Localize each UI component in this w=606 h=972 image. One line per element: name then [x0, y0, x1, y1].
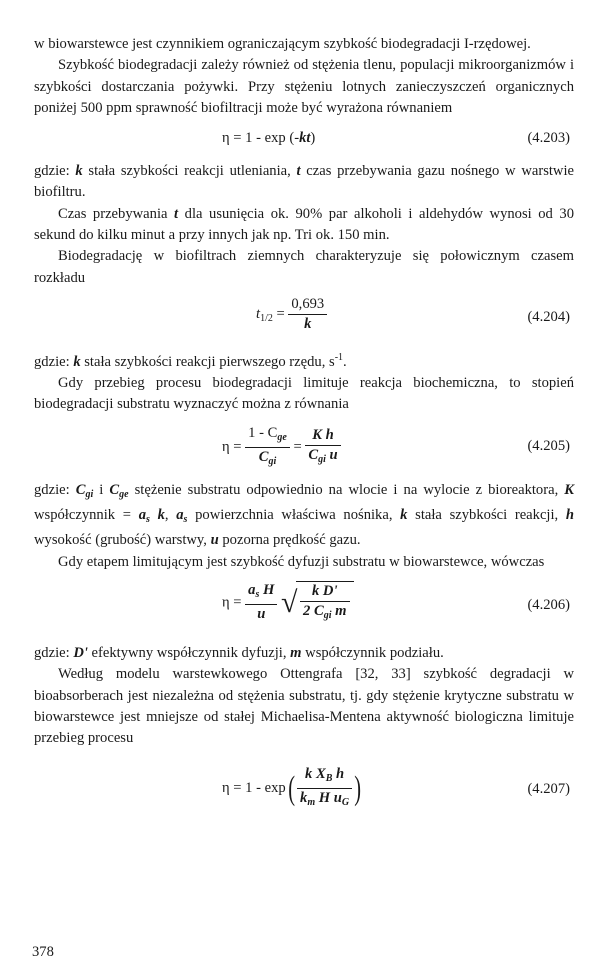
eq207-num: [297, 765, 352, 789]
eq206-rad-den-tail: m: [331, 602, 347, 619]
eq205-den2: [305, 446, 340, 469]
p3-symbol-t: t: [296, 163, 301, 180]
p8-symbol-k: k: [400, 507, 408, 524]
p8-cge-sub: ge: [119, 488, 129, 500]
p8-symbol-u: u: [210, 532, 219, 549]
page-content: [34, 34, 574, 827]
equation-4-203: [34, 125, 574, 153]
p8-as1: a: [138, 507, 146, 524]
eq206-rad-den: [300, 602, 349, 625]
paragraph-2: Szybkość biodegradacji zależy również od stężenia tlenu, populacji mikroorganizmów i szybkości dostarczania pożywki. Przy stężeniu lotnych zanieczyszczeń organicznych poniżej 500 ppm sprawność biofiltracji może być wyrażona równaniem: [34, 57, 574, 116]
eq205-lhs: η: [222, 438, 230, 455]
p10-symbol-m: m: [290, 644, 302, 661]
eq206-num-a: a: [248, 582, 256, 599]
p10-text-b: efektywny współczynnik dyfuzji,: [87, 644, 291, 661]
eq206-fraction: [245, 581, 277, 624]
eq204-denominator: k: [304, 315, 312, 332]
p8-text-e: ,: [164, 507, 177, 524]
eq205-eq: =: [229, 438, 246, 455]
p8-text-a: gdzie:: [34, 481, 76, 498]
eq205-num1: [245, 424, 290, 448]
p8-symbol-K: K: [564, 481, 574, 498]
eq207-den-sub2: G: [341, 797, 350, 809]
eq205-num2: K h: [305, 426, 340, 446]
eq205-den1: [245, 448, 290, 471]
p6-symbol-k: k: [73, 353, 81, 370]
p3-text-c: czas przebywania gazu nośnego w warstwie biofiltru.: [34, 163, 575, 201]
p8-cgi-c: C: [75, 481, 86, 498]
eq206-num-sub: s: [255, 589, 260, 601]
p6-text-c: .: [343, 353, 347, 370]
eq205-den1-sub: gi: [268, 455, 277, 467]
eq206-lhs: η: [222, 594, 230, 611]
paragraph-11: Według modelu warstewkowego Ottengrafa [32, 33] szybkość degradacji w bioabsorberach jest niezależna od stężenia substratu, tj. gdy stężenie krytyczne substratu w biowarstewce jest mniejsze od stałej Michaelisa-Mentena aktywność biologiczna limituje przebieg procesu: [34, 666, 574, 747]
eq205-num1-sub: ge: [277, 431, 287, 443]
p3-text-b: stała szybkości reakcji utleniania,: [82, 163, 297, 180]
p8-text-f: powierzchnia właściwa nośnika,: [187, 507, 401, 524]
equation-4-205: [34, 424, 574, 472]
paragraph-8: [34, 480, 574, 552]
p8-as-k: k: [157, 507, 165, 524]
p8-text-g: stała szybkości reakcji,: [407, 507, 566, 524]
eq207-lhs: η: [222, 780, 230, 797]
eq206-eq: =: [229, 594, 246, 611]
eq206-den: u: [257, 606, 266, 623]
p8-symbol-as-k: [138, 507, 165, 526]
eq206-rad-num: k D': [300, 582, 349, 602]
p8-cge-c: C: [109, 481, 120, 498]
eq207-den-mid: H u: [315, 790, 342, 807]
eq203-kt: kt: [299, 130, 311, 147]
eq203-close: ): [310, 130, 316, 147]
eq206-num-tail: H: [259, 582, 275, 599]
eq205-num1-text: 1 - C: [248, 424, 278, 441]
p8-symbol-cge: [109, 482, 128, 498]
eq206-radical: [281, 581, 353, 625]
eq206-number: (4.206): [527, 596, 570, 613]
paragraph-1: w biowarstewce jest czynnikiem ograniczającym szybkość biodegradacji I-rzędowej.: [34, 36, 531, 52]
eq207-den: [297, 789, 352, 812]
eq206-radicand: [296, 581, 353, 625]
p6-text-a: gdzie:: [34, 353, 74, 370]
p3-text-a: gdzie:: [34, 163, 76, 180]
eq204-lhs-sub: 1/2: [260, 312, 273, 324]
equation-4-207: [34, 763, 574, 819]
paragraph-10: [34, 643, 574, 664]
p8-text-b: i: [93, 481, 110, 498]
p8-text-j: pozorna prędkość gazu.: [218, 532, 361, 549]
eq205-fraction-2: [305, 426, 340, 469]
page-number: 378: [32, 944, 54, 960]
eq207-den-a: k: [300, 790, 308, 807]
paragraph-7: Gdy przebieg procesu biodegradacji limituje reakcja biochemiczna, to stopień biodegradacji substratu wyznaczyć można z równania: [34, 375, 574, 413]
eq204-numerator: 0,693: [288, 295, 327, 315]
eq205-den2-text: C: [308, 446, 319, 463]
eq206-rad-den-sub: gi: [323, 609, 332, 621]
p8-symbol-as: [176, 507, 188, 526]
eq204-lhs: t: [256, 305, 261, 322]
eq205-den1-text: C: [258, 448, 269, 465]
p8-text-c: stężenie substratu odpowiednio na wlocie i na wylocie z bioreaktora,: [128, 481, 565, 498]
p3-symbol-k: k: [75, 163, 83, 180]
eq207-den-sub: m: [307, 797, 316, 809]
p6-text-b: stała szybkości reakcji pierwszego rzędu, s: [80, 353, 335, 370]
eq207-num-tail: h: [332, 766, 345, 783]
eq205-number: (4.205): [527, 437, 570, 454]
p8-symbol-cgi: [76, 482, 94, 498]
p8-symbol-h: h: [565, 507, 575, 524]
left-paren-icon: (: [287, 769, 295, 807]
eq207-rhs: = 1 - exp: [229, 780, 286, 797]
p4-text-b: dla usunięcia ok. 90% par alkoholi i aldehydów wynosi od 30 sekund do kilku minut a przy innych jak np. Tri ok. 150 min.: [34, 205, 575, 244]
p10-text-a: gdzie:: [34, 644, 74, 661]
eq203-rhs: = 1 - exp (-: [229, 130, 300, 147]
eq207-fraction: [297, 765, 352, 812]
eq207-num-a: k X: [305, 766, 326, 783]
right-paren-icon: ): [354, 769, 362, 807]
p8-as2-sub: s: [183, 514, 188, 526]
eq204-number: (4.204): [527, 308, 570, 325]
p10-text-c: współczynnik podziału.: [301, 644, 444, 661]
p10-symbol-D: D': [73, 644, 88, 661]
p8-text-i: wysokość (grubość) warstwy,: [34, 532, 211, 549]
equation-4-204: [34, 295, 574, 339]
paragraph-9: Gdy etapem limitującym jest szybkość dyfuzji substratu w biowarstewce, wówczas: [58, 553, 545, 570]
p4-symbol-t: t: [174, 205, 179, 222]
eq206-num: [245, 581, 277, 605]
equation-4-206: [34, 579, 574, 635]
p4-text-a: Czas przebywania: [58, 205, 175, 222]
eq203-number: (4.203): [527, 130, 570, 147]
sqrt-icon: √: [281, 585, 298, 619]
eq206-rad-den-text: 2 C: [303, 602, 324, 619]
p8-as2: a: [176, 507, 184, 524]
eq204-eq: =: [272, 305, 289, 322]
eq203-lhs: η: [222, 130, 230, 147]
paragraph-4: [34, 204, 574, 247]
p6-superscript: -1: [334, 351, 344, 363]
eq206-rad-fraction: [300, 582, 349, 625]
p8-cgi-sub: gi: [85, 488, 94, 500]
p8-text-d: współczynnik =: [34, 507, 139, 524]
eq204-fraction: [288, 295, 327, 334]
paragraph-6: [34, 347, 574, 373]
p8-as1-sub: s: [145, 514, 150, 526]
eq207-number: (4.207): [527, 781, 570, 798]
eq205-den2-sub: gi: [318, 453, 326, 465]
eq205-fraction-1: [245, 424, 290, 471]
eq205-den2-tail: u: [325, 446, 338, 463]
eq207-num-sub: B: [325, 773, 333, 785]
paragraph-5: Biodegradację w biofiltrach ziemnych charakteryzuje się połowicznym czasem rozkładu: [34, 248, 574, 286]
paragraph-3: [34, 161, 574, 204]
eq205-eq2: =: [289, 438, 306, 455]
